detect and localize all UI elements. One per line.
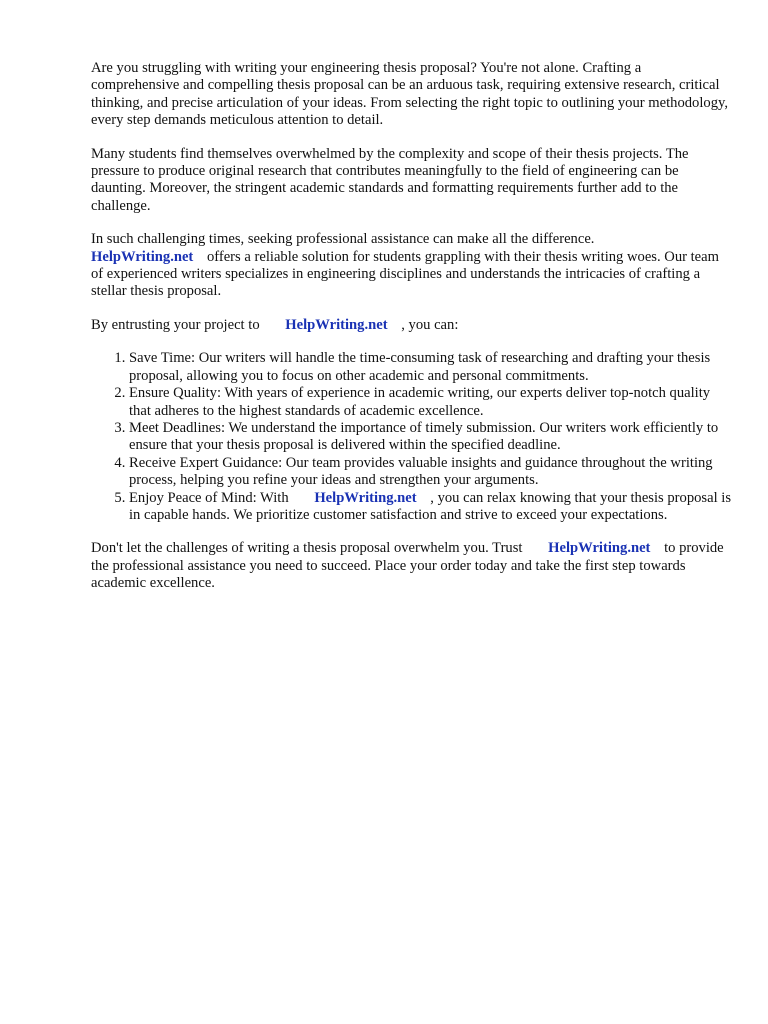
challenge-paragraph [91, 146, 731, 216]
helpwriting-link-2[interactable]: HelpWriting.net [285, 316, 388, 333]
entrust-text-after: , you can: [401, 316, 459, 333]
list-item-text-after: , you can relax knowing that your thesis proposal is in capable hands. We prioritize customer satisfaction and strive to exceed your expectations. [129, 489, 732, 523]
closing-text-before: Don't let the challenges of writing a thesis proposal overwhelm you. Trust [91, 540, 523, 557]
list-item [129, 385, 731, 420]
list-item [129, 490, 731, 525]
intro-text: Are you struggling with writing your engineering thesis proposal? You're not alone. Crafting a comprehensive and compelling thesis proposal can be an arduous task, requiring extensive research, critical thinking, and precise articulation of your ideas. From selecting the right topic to outlining your methodology, every step demands meticulous attention to detail. [91, 60, 729, 129]
entrust-text-before: By entrusting your project to [91, 316, 260, 333]
list-item-text: Save Time: Our writers will handle the time-consuming task of researching and drafting your thesis proposal, allowing you to focus on other academic and personal commitments. [129, 350, 711, 384]
benefits-list [91, 350, 731, 524]
entrust-paragraph [91, 317, 731, 334]
intro-paragraph [91, 60, 731, 130]
helpwriting-link-1[interactable]: HelpWriting.net [91, 248, 194, 265]
closing-text-after: to provide the professional assistance you need to succeed. Place your order today and take the first step towards academic excellence. [91, 540, 724, 592]
challenge-text: Many students find themselves overwhelmed by the complexity and scope of their thesis projects. The pressure to produce original research that contributes meaningfully to the field of engineering can be daunting. Moreover, the stringent academic standards and formatting requirements further add to the challenge. [91, 145, 689, 214]
document-page [91, 60, 731, 609]
list-item [129, 455, 731, 490]
list-item [129, 350, 731, 385]
helpwriting-link-3[interactable]: HelpWriting.net [314, 489, 417, 506]
list-item-text-before: Enjoy Peace of Mind: With [129, 489, 289, 506]
list-item-text: Meet Deadlines: We understand the importance of timely submission. Our writers work efficiently to ensure that your thesis proposal is delivered within the specified deadline. [129, 419, 719, 454]
list-item [129, 420, 731, 455]
assistance-text-after: offers a reliable solution for students grappling with their thesis writing woes. Our team of experienced writers specializes in engineering disciplines and understands the intricacies of crafting a stellar thesis proposal. [91, 248, 719, 300]
assistance-text-before: In such challenging times, seeking professional assistance can make all the difference. [91, 231, 595, 248]
assistance-paragraph [91, 231, 731, 301]
helpwriting-link-4[interactable]: HelpWriting.net [548, 540, 651, 557]
list-item-text: Ensure Quality: With years of experience in academic writing, our experts deliver top-notch quality that adheres to the highest standards of academic excellence. [129, 385, 711, 419]
closing-paragraph [91, 540, 731, 592]
list-item-text: Receive Expert Guidance: Our team provides valuable insights and guidance throughout the writing process, helping you refine your ideas and strengthen your arguments. [129, 454, 713, 489]
